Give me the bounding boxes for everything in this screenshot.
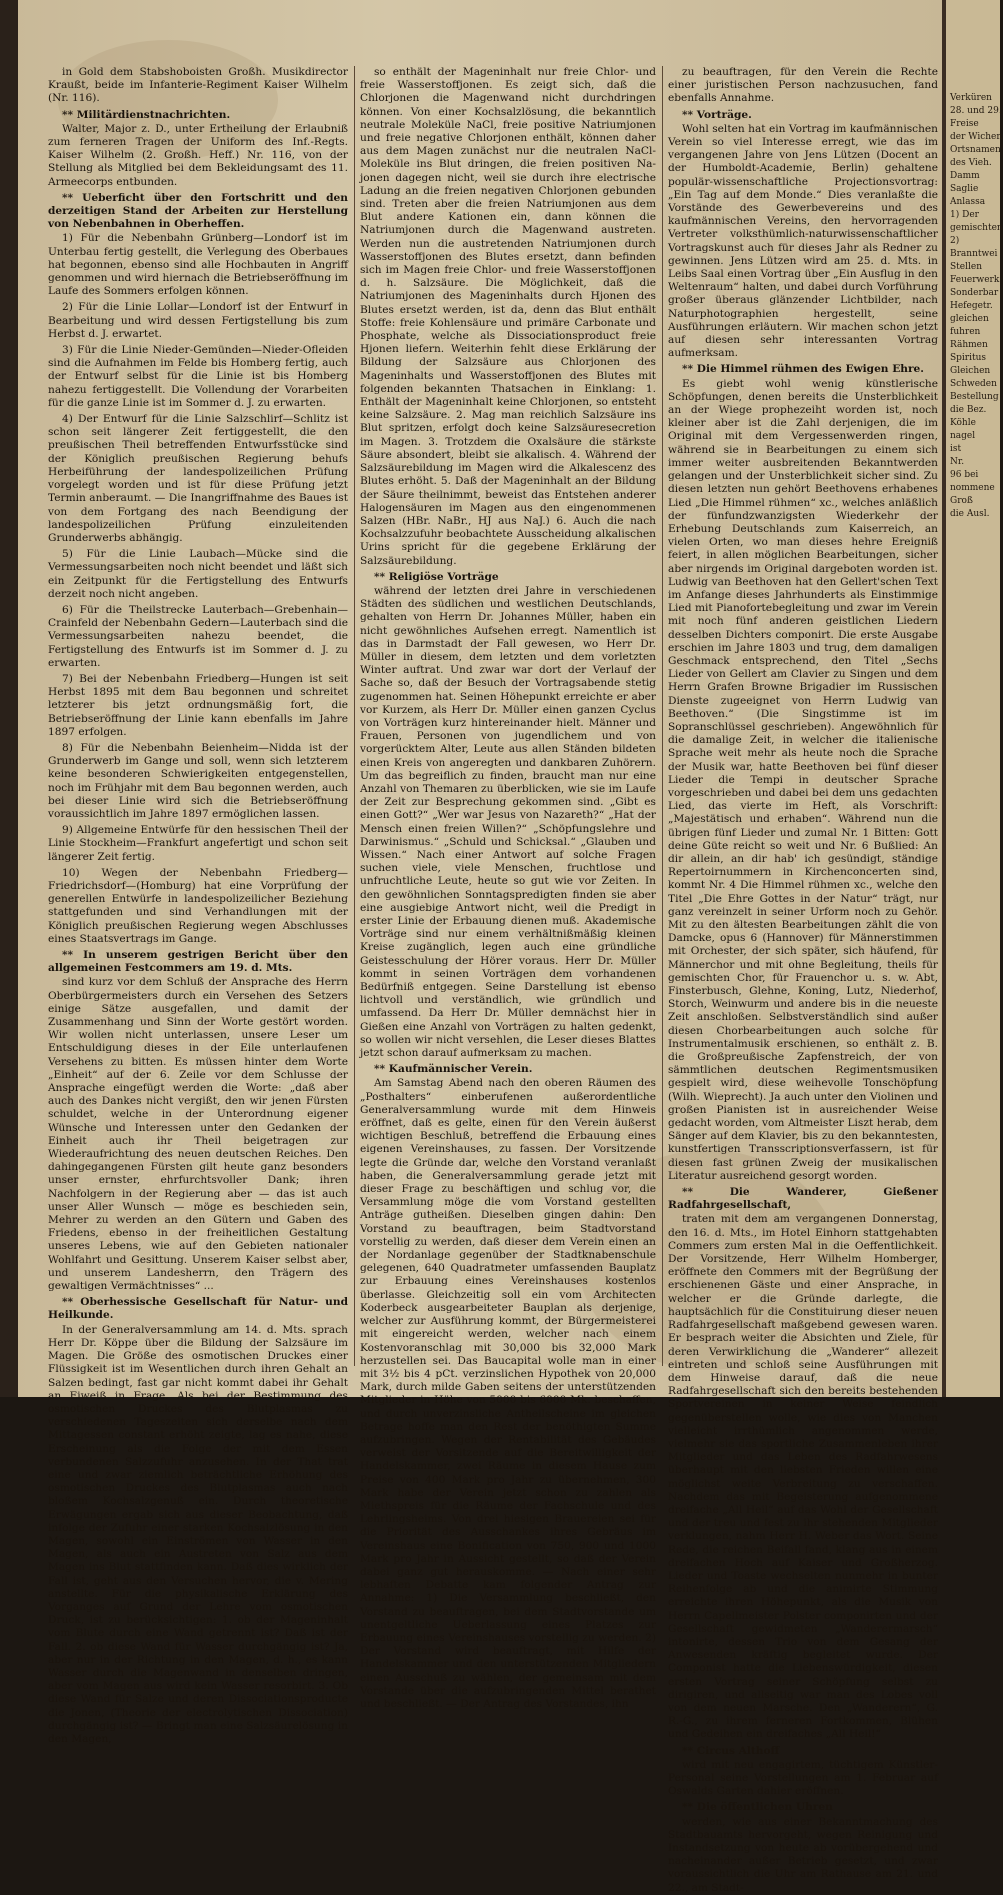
- adjacent-page-strip: [946, 0, 1003, 1397]
- adjacent-page-text: Groß: [950, 496, 973, 506]
- adjacent-page-text: Anlassa: [950, 197, 986, 207]
- article-paragraph: 7) Bei der Nebenbahn Friedberg—Hungen ist seit Herbst 1895 mit dem Bau begonnen und schreitet letzterer bis jetzt ordnungsmäßig fort, die Betriebseröffnung der Linie kann ebenfalls im Jahre 1897 erfolgen.: [48, 672, 348, 738]
- adjacent-page-text: Sonderbar: [950, 288, 999, 298]
- article-paragraph: 4) Der Entwurf für die Linie Salzschlirf—Schlitz ist schon seit längerer Zeit fertiggestellt, die den preußischen Theil betreffenden Entwurfsstücke sind der Königlich preußischen Regierung behufs Herbeiführung der landespolizeilichen Prüfung vorgelegt worden und ist für diese Prüfung jetzt Termin anberaumt. — Die Inangriffnahme des Baues ist von dem Fortgang des nach Beendigung der landespolizeilichen Prüfung einzuleitenden Grunderwerbs abhängig.: [48, 413, 348, 544]
- article-column-1: [48, 66, 348, 1745]
- adjacent-page-text: des Vieh.: [950, 158, 992, 168]
- article-heading: ** In unserem gestrigen Bericht über den allgemeinen Festcommers am 19. d. Mts.: [48, 949, 348, 975]
- article-heading: ** Kaufmännischer Verein.: [374, 1063, 533, 1076]
- article-paragraph: werden, wie aus einer Bekanntmachung des Stadtbauamts hervorgeht, wegen Reinigung und Instandsetzung von heute ab vorübergehend und nacheinander außer Betrieb gesetzt, und zwar voraussichtlich die Uhr am Rathause am 21. und 22., am Stadt-: [668, 1815, 938, 1894]
- adjacent-page-text: Freise: [950, 119, 979, 129]
- adjacent-page-text: Stellen: [950, 262, 982, 272]
- adjacent-page-text: nagel: [950, 431, 976, 441]
- article-heading: ** Die öffentlichen Uhren: [682, 1801, 833, 1814]
- article-paragraph: Walter, Major z. D., unter Ertheilung der Erlaubniß zum ferneren Tragen der Uniform des Inf.-Regts. Kaiser Wilhelm (2. Großh. Heff.) Nr. 116, von der Stellung als Mitglied bei dem Bekleidungsamt des 11. Armeecorps entbunden.: [48, 122, 348, 188]
- article-paragraph: 8) Für die Nebenbahn Beienheim—Nidda ist der Grunderwerb im Gange und soll, wenn sich letzterem keine besonderen Schwierigkeiten entgegenstellen, noch im Frühjahr mit dem Bau begonnen werden, auch bei dieser Linie wird sich die Betriebseröffnung voraussichtlich im Jahre 1897 ermöglichen lassen.: [48, 741, 348, 820]
- adjacent-page-text: Verküren: [950, 93, 992, 103]
- adjacent-page-text: der Wichen: [950, 132, 1003, 142]
- adjacent-page-text: Ortsnamen: [950, 145, 1001, 155]
- article-paragraph: Am Samstag Abend nach den oberen Räumen des „Posthalters“ einberufenen außerordentliche Generalversammlung wurde mit dem Hinweis eröffnet, daß es gelte, einen für den Verein äußerst wichtigen Beschluß, betreffend die Erbauung eines eigenen Vereinshauses, zu fassen. Der Vorsitzende legte die Gründe dar, welche den Vorstand veranlaßt haben, die Generalversammlung gerade jetzt mit dieser Frage zu beschäftigen und schlug vor, die Versammlung möge die vom Vorstand gestellten Anträge gutheißen. Dieselben gingen dahin: Den Vorstand zu beauftragen, beim Stadtvorstand vorstellig zu werden, daß dieser dem Verein einen an der Nordanlage gegenüber der Stadtknabenschule gelegenen, 640 Quadratmeter umfassenden Bauplatz zur Erbauung eines Vereinshauses kostenlos überlasse. Gleichzeitig soll ein vom Architecten Koderbeck ausgearbeiteter Bauplan als derjenige, welcher zur Ausführung kommt, der Bürgermeisterei mit eingereicht werden, welcher nach einem Kostenvoranschlag mit 30,000 bis 32,000 Mark herzustellen sei. Das Baucapital wolle man in einer mit 3½ bis 4 pCt. verzinslichen Hypothek von 20,000 Mark, durch milde Gaben seitens der unterstützenden Mitglieder in Höhe von 5000 bis 6000 Mk. beschaffen, und durch unverzinsliche Antheilscheine im gleichen Betrage hoffe man den Rest der benöthigten Summe aufzubringen. Wegen der Rentabilität des Gebäudes verweist der Vorsitzende auf die Bereitwilligkeit der Handelskammer, zwei Räume in diesem Hause zum Preise von 400 Mark pro Jahr zu übernehmen, 300 Mark habe der Verein jetzt schon zu zahlen als Miethspreis für die Räume der Fachschule und des Lehrlingsheims. Von drei hiesigen Brauereien sei für die Priorität des Ausschankes ihres Gebräus im Vereinshaus eine Bonification von 750, 900 und 1000 Mark pro Jahr in Aussicht gestellt, so daß der Verein dabei ganz gut herauskomme. — Nach einer sehr lebhaften Debatte kam folgender Antrag zur Annahme: 1) Die Versammlung beschließt, den Vorstand zu beauftragen, bei dem Stadtvorstande um unentgeltliche Ueberlassung eines Platzes zur Erbauung eines Vereinshauses vorstellig zu werden. 2) Der Vorstand wird beauftragt, mit Hilfe der Handelskammer und den unterstützenden Mitgliedern einen Ausschuß zu wählen, der gemeinsam mit dem Vorstande über die aufzubringenden Mittel berathet und beschließt. — Der Antrag des Vorstandes, ihn: [360, 1077, 656, 1710]
- adjacent-page-text: die Ausl.: [950, 509, 990, 519]
- adjacent-page-text: Nr.: [950, 457, 965, 467]
- adjacent-page-text: Köhle: [950, 418, 976, 428]
- article-paragraph: so enthält der Mageninhalt nur freie Chlor- und freie Wasserstoffjonen. Es zeigt sich, daß die Chlorjonen die Magenwand nicht durchdringen können. Von einer Kochsalzlösung, die bekanntlich neutrale Moleküle NaCl, freie positive Natriumjonen und freie negative Chlorjonen enthält, können daher aus dem Magen zunächst nur die neutralen NaCl-Moleküle ins Blut dringen, die freien positiven Na-jonen dagegen nicht, weil sie durch ihre electrische Ladung an die freien negativen Chlorjonen gebunden sind. Treten aber die freien Natriumjonen aus dem Blut andere Kationen ein, dann können die Natriumjonen durch die Magenwand austreten. Werden nun die austretenden Natriumjonen durch Wasserstoffjonen des Blutes ersetzt, dann befinden sich im Magen freie Chlor- und freie Wasserstoffjonen d. h. Salzsäure. Die Möglichkeit, daß die Natriumjonen des Mageninhalts durch Hjonen des Blutes ersetzt werden, ist da, denn das Blut enthält Stoffe: freie Kohlensäure und primäre Carbonate und Phosphate, welche als Dissociationsproduct freie Hjonen liefern. Weiterhin fehlt diese Erklärung der Bildung der Salzsäure aus Chlorjonen des Mageninhalts und Wasserstoffjonen des Blutes mit folgenden bekannten Thatsachen in Einklang: 1. Enthält der Mageninhalt keine Chlorjonen, so entsteht keine Salzsäure. 2. Mag man reichlich Salzsäure ins Blut spritzen, erfolgt doch keine Salzsäuresecretion im Magen. 3. Trotzdem die Oxalsäure die stärkste Säure absondert, bleibt sie alkalisch. 4. Während der Salzsäurebildung im Magen wird die Alkalescenz des Blutes erhöht. 5. Daß der Mageninhalt an der Bildung der Säure theilnimmt, beweist das Entstehen anderer Halogensäuren im Magen aus den eingenommenen Salzen (HBr. NaBr., HJ aus NaJ.) 6. Auch die nach Kochsalzzufuhr beobachtete Ausscheidung alkalischen Urins spricht für die gegebene Erklärung der Salzsäurebildung.: [360, 66, 656, 567]
- adjacent-page-text: Hefegetr.: [950, 301, 993, 311]
- article-paragraph: 2) Für die Linie Lollar—Londorf ist der Entwurf in Bearbeitung und wird dessen Fertigstellung bis zum Herbst d. J. erwartet.: [48, 301, 348, 340]
- article-heading: ** Religiöse Vorträge: [374, 570, 499, 583]
- article-paragraph: während der letzten drei Jahre in verschiedenen Städten des südlichen und westlichen Deutschlands, gehalten von Herrn Dr. Johannes Müller, haben ein nicht gewöhnliches Aufsehen erregt. Namentlich ist das in Darmstadt der Fall gewesen, wo Herr Dr. Müller in diesem, dem letzten und dem vorletzten Winter auftrat. Und zwar war dort der Verlauf der Sache so, daß der Besuch der Vortragsabende stetig zugenommen hat. Seinen Höhepunkt erreichte er aber vor Kurzem, als Herr Dr. Müller einen ganzen Cyclus von Vorträgen kurz hintereinander hielt. Männer und Frauen, Personen von jugendlichem und von vorgerücktem Alter, Leute aus allen Ständen bildeten einen Kreis von angeregten und dankbaren Zuhörern. Um das begreiflich zu finden, braucht man nur eine Anzahl von Themaren zu überblicken, wie sie im Laufe der Zeit zur Besprechung gekommen sind. „Gibt es einen Gott?“ „Wer war Jesus von Nazareth?“ „Hat der Mensch einen freien Willen?“ „Schöpfungslehre und Darwinismus.“ „Schuld und Schicksal.“ „Glauben und Wissen.“ Nach einer Antwort auf solche Fragen suchen viele, viele Menschen, fruchtlose und unfruchtliche Leute, heute so gut wie vor Zeiten. In den gewöhnlichen Sonntagspredigten finden sie aber eine ausgiebige Antwort nicht, weil die Predigt in erster Linie der Erbauung dienen muß. Akademische Vorträge sind nur einem verhältnißmäßig kleinen Kreise zugänglich, legen auch eine gründliche Geistesschulung der Hörer voraus. Herr Dr. Müller kommt in seinen Vorträgen dem vorhandenen Bedürfniß entgegen. Seine Darstellung ist ebenso lichtvoll und verständlich, wie gründlich und umfassend. Da Herr Dr. Müller demnächst hier in Gießen eine Anzahl von Vorträgen zu halten gedenkt, so wollen wir nicht versehlen, die Leser dieses Blattes jetzt schon darauf aufmerksam zu machen.: [360, 584, 656, 1060]
- article-paragraph: Es giebt wohl wenig künstlerische Schöpfungen, denen bereits die Unsterblichkeit an der Wiege prophezeiht worden ist, noch kleiner aber ist die Zahl derjenigen, die im Original mit dem Vergessenwerden ringen, während sie in Bearbeitungen zu einem sich immer weiter ausbreitenden Bekanntwerden gelangen und der Unsterblichkeit sicher sind. Zu diesen letzten nun gehört Beethovens erhabenes Lied „Die Himmel rühmen“ xc., welches anläßlich der fünfundzwanzigsten Wiederkehr der Erhebung Deutschlands zum Kaiserreich, an vielen Orten, wo man dieses hehre Ereigniß feiert, in allen möglichen Bearbeitungen, sicher aber nirgends im Original dargeboten worden ist. Ludwig van Beethoven hat den Gellert'schen Text im Anfange dieses Jahrhunderts als Einstimmige Lied mit Pianofortebegleitung und zwar im Verein mit noch fünf anderen geistlichen Liedern desselben Dichters componirt. Die erste Ausgabe erschien im Jahre 1803 und trug, dem damaligen Geschmack entsprechend, den Titel „Sechs Lieder von Gellert am Clavier zu Singen und dem Herrn Grafen Browne Brigadier im Russischen Dienste zugeeignet von Herrn Ludwig van Beethoven.“ (Die Singstimme ist im Sopranschlüssel geschrieben). Angewöhnlich für die damalige Zeit, in welcher die italienische Sprache weit mehr als heute noch die Sprache der Musik war, hatte Beethoven bei fünf dieser Lieder die Tempi in deutscher Sprache vorgeschrieben und dabei bei dem uns gedachten Lied, das vierte im Heft, als Vorschrift: „Majestätisch und erhaben“. Während nun die übrigen fünf Lieder und zumal Nr. 1 Bitten: Gott deine Güte reicht so weit und Nr. 6 Bußlied: An dir allein, an dir hab' ich gesündigt, ständige Repertoirnummern in Kirchenconcerten sind, kommt Nr. 4 Die Himmel rühmen xc., welche den Titel „Die Ehre Gottes in der Natur“ trägt, nur ganz vereinzelt in seiner Urform noch zu Gehör. Mit zu den ältesten Bearbeitungen zählt die von Damcke, opus 6 (Hannover) für Männerstimmen mit Orchester, der sich später, sich häufend, für Männerchor und mit ohne Begleitung, theils für gemischten Chor, für Frauenchor u. s. w. Abt, Finsterbusch, Glehne, Koning, Lutz, Niederhof, Storch, Weinwurm und andere bis in die neueste Zeit anschloßen. Selbstverständlich sind außer diesen Chorbearbeitungen auch solche für Instrumentalmusik erschienen, so enthält z. B. die Großpreußische Zapfenstreich, der von sämmtlichen deutschen Regimentsmusiken gespielt wird, diese weihevolle Tonschöpfung (Wilh. Wieprecht). Ja auch unter den Violinen und großen Pianisten ist in ausreichender Weise gedacht worden, vom Altmeister Liszt herab, dem Sänger auf dem Klavier, bis zu den bekanntesten, kunstfertigen Transscriptionsverfassern, ist für diesen fast grünen Zweig der musikalischen Literatur ausreichend gesorgt worden.: [668, 377, 938, 1182]
- adjacent-page-text: Rähmen: [950, 340, 988, 350]
- article-heading: ** Die Wanderer, Gießener Radfahrgesellschaft,: [668, 1186, 938, 1212]
- article-paragraph: 9) Allgemeine Entwürfe für den hessischen Theil der Linie Stockheim—Frankfurt angefertigt und schon seit längerer Zeit fertig.: [48, 824, 348, 863]
- adjacent-page-text: gemischten: [950, 223, 1003, 233]
- article-paragraph: Wohl selten hat ein Vortrag im kaufmännischen Verein so viel Interesse erregt, wie das im vergangenen Jahre von Jens Lützen (Docent an der Humboldt-Academie, Berlin) gehaltene populär-wissenschaftliche Projectionsvortrag: „Ein Tag auf dem Monde.“ Dies veranlaßte die Vorstände des Gewerbevereins und des kaufmännischen Vereins, den hervorragenden Vertreter volksthümlich-naturwissenschaftlicher Vortragskunst auch für dieses Jahr als Redner zu gewinnen. Jens Lützen wird am 25. d. Mts. in Leibs Saal einen Vortrag über „Ein Ausflug in den Weltenraum“ halten, und dabei durch Vorführung großer überaus glänzender Lichtbilder, nach Naturphotographien hergestellt, seine Ausführungen erläutern. Wir machen schon jetzt auf diesen sehr interessanten Vortrag aufmerksam.: [668, 122, 938, 360]
- adjacent-page-text: 1) Der: [950, 210, 979, 220]
- article-heading: ** Circus Althoff: [682, 1744, 780, 1757]
- article-heading: ** Ueberficht über den Fortschritt und den derzeitigen Stand der Arbeiten zur Herstellung von Nebenbahnen in Oberheffen.: [48, 191, 348, 231]
- article-heading: ** Oberhessische Gesellschaft für Natur- und Heilkunde.: [48, 1296, 348, 1322]
- adjacent-page-text: ist: [950, 444, 962, 454]
- adjacent-page-text: Gleichen: [950, 366, 991, 376]
- adjacent-page-text: Spiritus: [950, 353, 987, 363]
- article-paragraph: sind kurz vor dem Schluß der Ansprache des Herrn Oberbürgermeisters durch ein Versehen des Setzers einige Sätze ausgefallen, und damit der Zusammenhang und Sinn der Worte gestört worden. Wir wollen nicht unterlassen, unsere Leser um Entschuldigung dieses in der Eile unterlaufenen Versehens zu bitten. Es müssen hinter dem Worte „Einheit“ auf der 6. Zeile vor dem Schlusse der Ansprache eingefügt werden die Worte: „daß aber auch des Dankes nicht vergißt, den wir jenen Fürsten schuldet, welche in der Unterordnung eigener Wünsche und Interessen unter den Gedanken der Einheit auch ihr Theil beigetragen zur Wiederaufrichtung des neuen deutschen Reiches. Den dahingegangenen Fürsten gilt heute ganz besonders unser ernster, ehrfurchtsvoller Dank; ihren Nachfolgern in der Regierung aber — das ist auch unser Aller Wunsch — möge es beschieden sein, Mehrer zu werden an den Gütern und Gaben des Friedens, ebenso in der freiheitlichen Gestaltung unseres Lebens, wie auf den Gebieten nationaler Wohlfahrt und Gesittung. Unserem Kaiser selbst aber, und unserem Landesherrn, den Trägern des gewaltigen Vermächtnisses“ ...: [48, 976, 348, 1293]
- adjacent-page-text: Branntwei: [950, 249, 998, 259]
- adjacent-page-text: Saglie: [950, 184, 979, 194]
- article-paragraph: 1) Für die Nebenbahn Grünberg—Londorf ist im Unterbau fertig gestellt, die Verlegung des Oberbaues hat begonnen, ebenso sind alle Hochbauten in Angriff genommen und wird hiernach die Betriebseröffnung im Laufe des Sommers erfolgen können.: [48, 232, 348, 298]
- adjacent-page-text: 28. und 29.: [950, 106, 1002, 116]
- adjacent-page-text: Damm: [950, 171, 980, 181]
- adjacent-page-text: Bestellung: [950, 392, 999, 402]
- adjacent-page-text: die Bez.: [950, 405, 987, 415]
- scan-left-edge: [0, 0, 18, 1397]
- adjacent-page-text: Feuerwerk: [950, 275, 1000, 285]
- adjacent-page-text: 2): [950, 236, 960, 246]
- article-heading: ** Vorträge.: [682, 108, 752, 121]
- article-heading: ** Die Himmel rühmen des Ewigen Ehre.: [682, 363, 924, 376]
- article-paragraph: wird mit neu engagirtem, tüchtigem Künstler-Personal seine Vorstellungen am 1. Februar auf Oswalds Garten dahier eröffnen.: [668, 1758, 938, 1798]
- article-paragraph: zu beauftragen, für den Verein die Rechte einer juristischen Person nachzusuchen, fand ebenfalls Annahme.: [668, 66, 938, 105]
- article-column-3: [668, 66, 938, 1894]
- article-paragraph: In der Generalversammlung am 14. d. Mts. sprach Herr Dr. Köppe über die Bildung der Salzsäure im Magen. Die Größe des osmotischen Druckes einer Flüssigkeit ist im Wesentlichen durch ihren Gehalt an Salzen bedingt, fast gar nicht kommt dabei ihr Gehalt an Eiweiß in Frage. Als bei der Bestimmung des osmotischen Druckes des Blutplasmas zu verschiedenen Tageszeiten sich derselbe nach dem Mittagessen constant erhöht zeigte, lag es nahe, diese Erscheinung als die Folge der mit dem Essen verbundenen Salzzufuhr anzusehen. In der That trat eine und zwar ziemlich beträchtliche Erhöhung des osmotischen Druckes des Blutplasmas auch nach bloßem Kochsalzgenuß ein. Durch theoretische Erwägungen ergab sich aus dieser Beobachtung, daß infolge der Zufuhr einer starken Kochsalzlösung in den Magen, sowohl ein Einströmen von Wasser in den Magen, als auch ein Austreten von Salz aus dem Magen ins Blut stattfinden kann. Daß dies wirklich der Fall ist, geht aus den Versuchen hervor, die v. Mering anstellte. Für die physikalische Erklärung des Vorganges auf Grund der Lehre vom osmotischen Druck, ist zu berücksichtigen: 1. ob der Mageninhalt vom Blute durch eine Wand getrennt ist? Daß ist der Fall. 2. ob diese Wand für Wasser durchgängig ist? Ja, aber nur in der Richtung in den Magen, d. h., es kann Wasser durch die Magenwand in denselben dringen, aber vom Magen aus wird kein Wasser resorbirt. 3. Ob diese Wand für Salze und deren Dissociationsproducte die Jonen, (Theorie der electrolytischen Dissociation) durchgängig ist? — Bringt man eine Salzsäurelösung in den Magen,: [48, 1323, 348, 1745]
- article-paragraph: 3) Für die Linie Nieder-Gemünden—Nieder-Ofleiden sind die Aufnahmen im Felde bis Homberg fertig, auch der Entwurf selbst für die Linie ist bis Homberg nahezu fertiggestellt. Die Vollendung der Vorarbeiten für die ganze Linie ist im Sommer d. J. zu erwarten.: [48, 344, 348, 409]
- adjacent-page-text: Schweden: [950, 379, 997, 389]
- adjacent-page-text: fuhren: [950, 327, 981, 337]
- column-rule: [354, 66, 355, 1366]
- article-paragraph: in Gold dem Stabshoboisten Großh. Musikdirector Kraußt, beide im Infanterie-Regiment Kaiser Wilhelm (Nr. 116).: [48, 66, 348, 105]
- column-rule: [662, 66, 663, 1366]
- article-paragraph: 10) Wegen der Nebenbahn Friedberg—Friedrichsdorf—(Homburg) hat eine Vorprüfung der generellen Entwürfe in landespolizeilicher Beziehung stattgefunden und sind Verhandlungen mit der Königlich preußischen Regierung wegen Abschlusses eines Staatsvertrags im Gange.: [48, 866, 348, 945]
- article-heading: ** Militärdienstnachrichten.: [62, 108, 231, 121]
- article-column-2: [360, 66, 656, 1710]
- adjacent-page-text: 96 bei: [950, 470, 979, 480]
- article-paragraph: 5) Für die Linie Laubach—Mücke sind die Vermessungsarbeiten noch nicht beendet und läßt sich ein Zeitpunkt für die Fertigstellung des Entwurfs derzeit noch nicht angeben.: [48, 548, 348, 600]
- article-paragraph: traten mit dem am vergangenen Donnerstag, den 16. d. Mts., im Hotel Einhorn stattgehabten Commers zum ersten Mal in die Oeffentlichkeit. Der Vorsitzende, Herr Wilhelm Homberger, eröffnete den Commers mit der Begrüßung der erschienenen Gäste und einer Ansprache, in welcher er die Gründe darlegte, die hauptsächlich für die Constituirung dieser neuen Radfahrgesellschaft maßgebend gewesen waren. Er besprach weiter die Absichten und Ziele, für deren Verwirklichung die „Wanderer“ allezeit eintreten und schloß seine Ausführungen mit dem Hinweise darauf, daß die neue Radfahrgesellschaft sich den bereits bestehenden Sportvereinen in keiner Weise feindlich gegenüberstellen wolle, wie dies von Manchen vielleicht irrthümlich angenommen werde, vielmehr sie das sportliche Zusammenleben ihrer Mitglieder und das Leben des Radfahrwesens überhaupt mit den liebsten Frieden willen eine möglichst weite Verbreitung zu verschaffen. Nachdem das mit Begeisterung aufgenommene dreifache „All Heil“ auf das Wohl der Gesellschaft und der treu und fest zu ihr stehenden Mitglieder verklungen, nahm Herr H. Weber das Wort. Seine Rede, die reichen Beifall fand, klang aus in einem dreifachen Hoch auf Kaiser und Großherzog. Lieder und Toaste wechselten nunmehr in bunter Reihenfolge ab und die animirte Stimmung erreichte ihren Höhepunkt, als die Musik von Herrn Capellmeister Polster componirten und der Gesellschaft gewidmeten „Wanderermarsch“ intonirte, dessen Trio von dem Gesang der Anwesenden kräftig begleitet wurde. Der Componist hatte die Liebenswürdigkeit, diesen ersten Vortrag seiner Schöpfung selbst zu dirigiren, und allseitig war man des Lobes voll von dem neuen Marsche. Den „Wanderern“, G. R.-G., zu ihrem ferneren Fortkommen, Blühen und Gedeihen ein dreifaches „All Heil!“: [668, 1213, 938, 1741]
- adjacent-page-text: nommene: [950, 483, 995, 493]
- article-paragraph: 6) Für die Theilstrecke Lauterbach—Grebenhain—Crainfeld der Nebenbahn Gedern—Lauterbach sind die Vermessungsarbeiten nahezu beendet, die Fertigstellung des Entwurfs ist im Sommer d. J. zu erwarten.: [48, 603, 348, 669]
- adjacent-page-text: gleichen: [950, 314, 989, 324]
